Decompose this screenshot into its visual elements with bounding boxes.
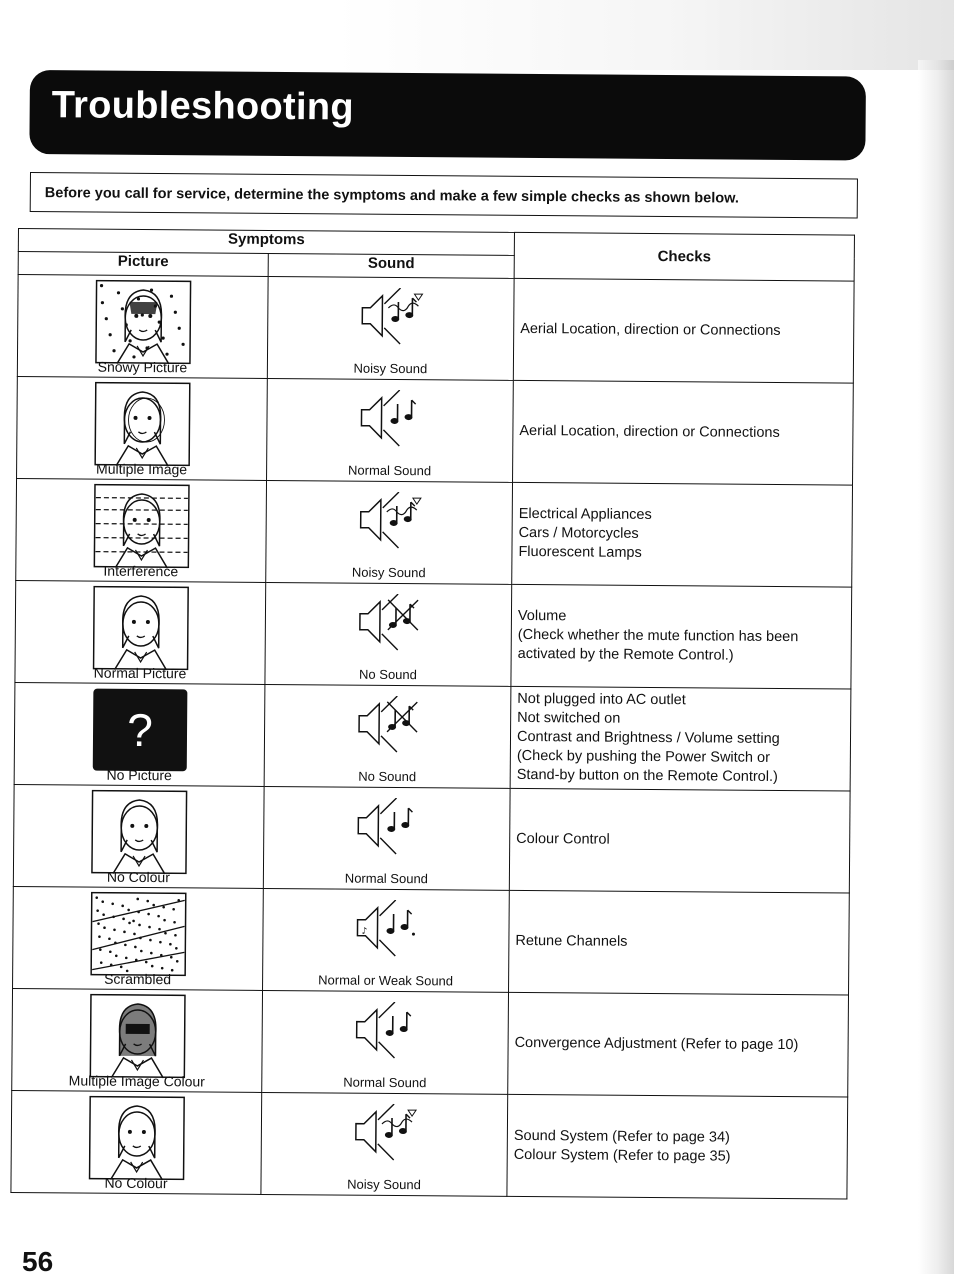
checks-header: Checks xyxy=(514,232,854,281)
check-line: Not plugged into AC outlet xyxy=(517,690,686,709)
intro-box: Before you call for service, determine the symptoms and make a few simple checks as shown below. xyxy=(30,172,858,219)
sound-label: Normal Sound xyxy=(344,870,429,887)
scrambled-picture-icon xyxy=(90,892,187,982)
sound-cell xyxy=(262,990,509,1094)
sound-cell xyxy=(264,684,511,788)
picture-label: No Colour xyxy=(104,1174,168,1192)
check-line: Aerial Location, direction or Connections xyxy=(519,422,780,441)
check-line: Colour Control xyxy=(516,830,610,848)
normal-sound-icon xyxy=(352,798,422,862)
normal-sound-icon xyxy=(355,390,425,454)
check-line: Aerial Location, direction or Connections xyxy=(520,320,781,339)
check-line: Retune Channels xyxy=(515,932,628,950)
page-edge-shading xyxy=(918,60,954,1274)
sound-cell xyxy=(267,378,514,482)
multiple-image-icon xyxy=(94,382,191,472)
check-line: Convergence Adjustment (Refer to page 10) xyxy=(514,1034,799,1054)
sound-label: Noisy Sound xyxy=(347,1176,421,1193)
sound-cell xyxy=(267,276,514,380)
picture-label: Snowy Picture xyxy=(97,358,188,376)
picture-cell xyxy=(12,988,263,1092)
check-line: (Check by pushing the Power Switch or xyxy=(516,747,771,766)
sound-label: Noisy Sound xyxy=(351,564,426,581)
sound-label: Noisy Sound xyxy=(353,360,428,377)
picture-label: Multiple Image xyxy=(96,460,188,478)
checks-cell xyxy=(507,1094,848,1199)
sound-cell xyxy=(265,582,512,686)
no-sound-icon xyxy=(352,696,422,760)
table-row xyxy=(15,580,852,689)
check-line: Colour System (Refer to page 35) xyxy=(513,1146,731,1165)
checks-cell xyxy=(509,890,850,995)
checks-cell xyxy=(513,278,854,383)
picture-cell xyxy=(15,580,266,684)
checks-cell xyxy=(509,788,850,893)
check-line: Electrical Appliances xyxy=(518,505,652,523)
table-row xyxy=(17,376,854,485)
table-row xyxy=(17,275,854,384)
picture-header: Picture xyxy=(18,252,268,277)
svg-text:♪: ♪ xyxy=(360,926,367,937)
page-title: Troubleshooting xyxy=(51,84,355,129)
symptoms-header: Symptoms xyxy=(18,229,514,256)
sound-cell xyxy=(263,888,510,992)
troubleshooting-table-wrap xyxy=(10,228,854,1200)
table-row xyxy=(13,784,850,893)
picture-cell xyxy=(13,886,264,990)
picture-cell xyxy=(17,376,268,480)
picture-cell xyxy=(17,275,268,379)
check-line: Volume xyxy=(517,607,567,625)
picture-cell xyxy=(13,784,264,888)
picture-cell xyxy=(16,478,267,582)
normal-sound-icon xyxy=(350,1002,420,1066)
sound-cell xyxy=(266,480,513,584)
no-picture-icon xyxy=(91,688,188,778)
sound-label: Normal or Weak Sound xyxy=(318,972,454,989)
check-line: Contrast and Brightness / Volume setting xyxy=(516,728,780,747)
check-line: Fluorescent Lamps xyxy=(518,543,642,561)
picture-label: Scrambled xyxy=(104,970,172,988)
table-row xyxy=(16,478,853,587)
sound-label: No Sound xyxy=(359,666,417,683)
picture-label: Normal Picture xyxy=(93,664,187,682)
check-line: Not switched on xyxy=(517,709,621,727)
page-number: 56 xyxy=(22,1246,54,1277)
sound-cell xyxy=(261,1092,508,1196)
check-line: Sound System (Refer to page 34) xyxy=(513,1127,730,1146)
picture-label: No Picture xyxy=(106,766,172,784)
picture-cell xyxy=(14,682,265,786)
no-colour-picture-icon xyxy=(90,790,187,880)
picture-label: Interference xyxy=(103,562,179,580)
table-row xyxy=(13,886,850,995)
page-top-shading xyxy=(0,0,954,70)
interference-picture-icon xyxy=(93,484,190,574)
picture-label: No Colour xyxy=(106,868,170,886)
weak-sound-icon xyxy=(351,900,421,964)
snowy-picture-icon xyxy=(94,280,191,370)
picture-label: Multiple Image Colour xyxy=(68,1072,205,1090)
table-row xyxy=(12,988,849,1097)
picture-cell xyxy=(11,1090,262,1194)
sound-header: Sound xyxy=(268,253,514,278)
checks-cell xyxy=(512,482,853,587)
table-row xyxy=(11,1090,848,1199)
multiple-image-colour-icon xyxy=(89,994,186,1084)
checks-cell xyxy=(508,992,849,1097)
no-colour-picture-icon xyxy=(88,1096,185,1186)
checks-cell xyxy=(510,686,851,791)
title-banner xyxy=(29,70,866,161)
sound-label: No Sound xyxy=(358,768,417,785)
checks-cell xyxy=(511,584,852,689)
noisy-sound-icon xyxy=(349,1104,419,1168)
troubleshooting-table xyxy=(10,228,855,1200)
sound-cell xyxy=(263,786,510,890)
check-line: Cars / Motorcycles xyxy=(518,524,639,542)
check-line: activated by the Remote Control.) xyxy=(517,645,734,664)
no-sound-icon xyxy=(353,594,423,658)
normal-picture-icon xyxy=(92,586,189,676)
noisy-sound-icon xyxy=(354,492,424,556)
svg-text:?: ? xyxy=(126,703,153,757)
noisy-sound-icon xyxy=(356,288,426,352)
table-row xyxy=(14,682,851,791)
check-line: Stand-by button on the Remote Control.) xyxy=(516,766,778,785)
sound-label: Normal Sound xyxy=(343,1074,427,1091)
check-line: (Check whether the mute function has been xyxy=(517,626,799,646)
sound-label: Normal Sound xyxy=(347,462,432,479)
checks-cell xyxy=(513,380,854,485)
